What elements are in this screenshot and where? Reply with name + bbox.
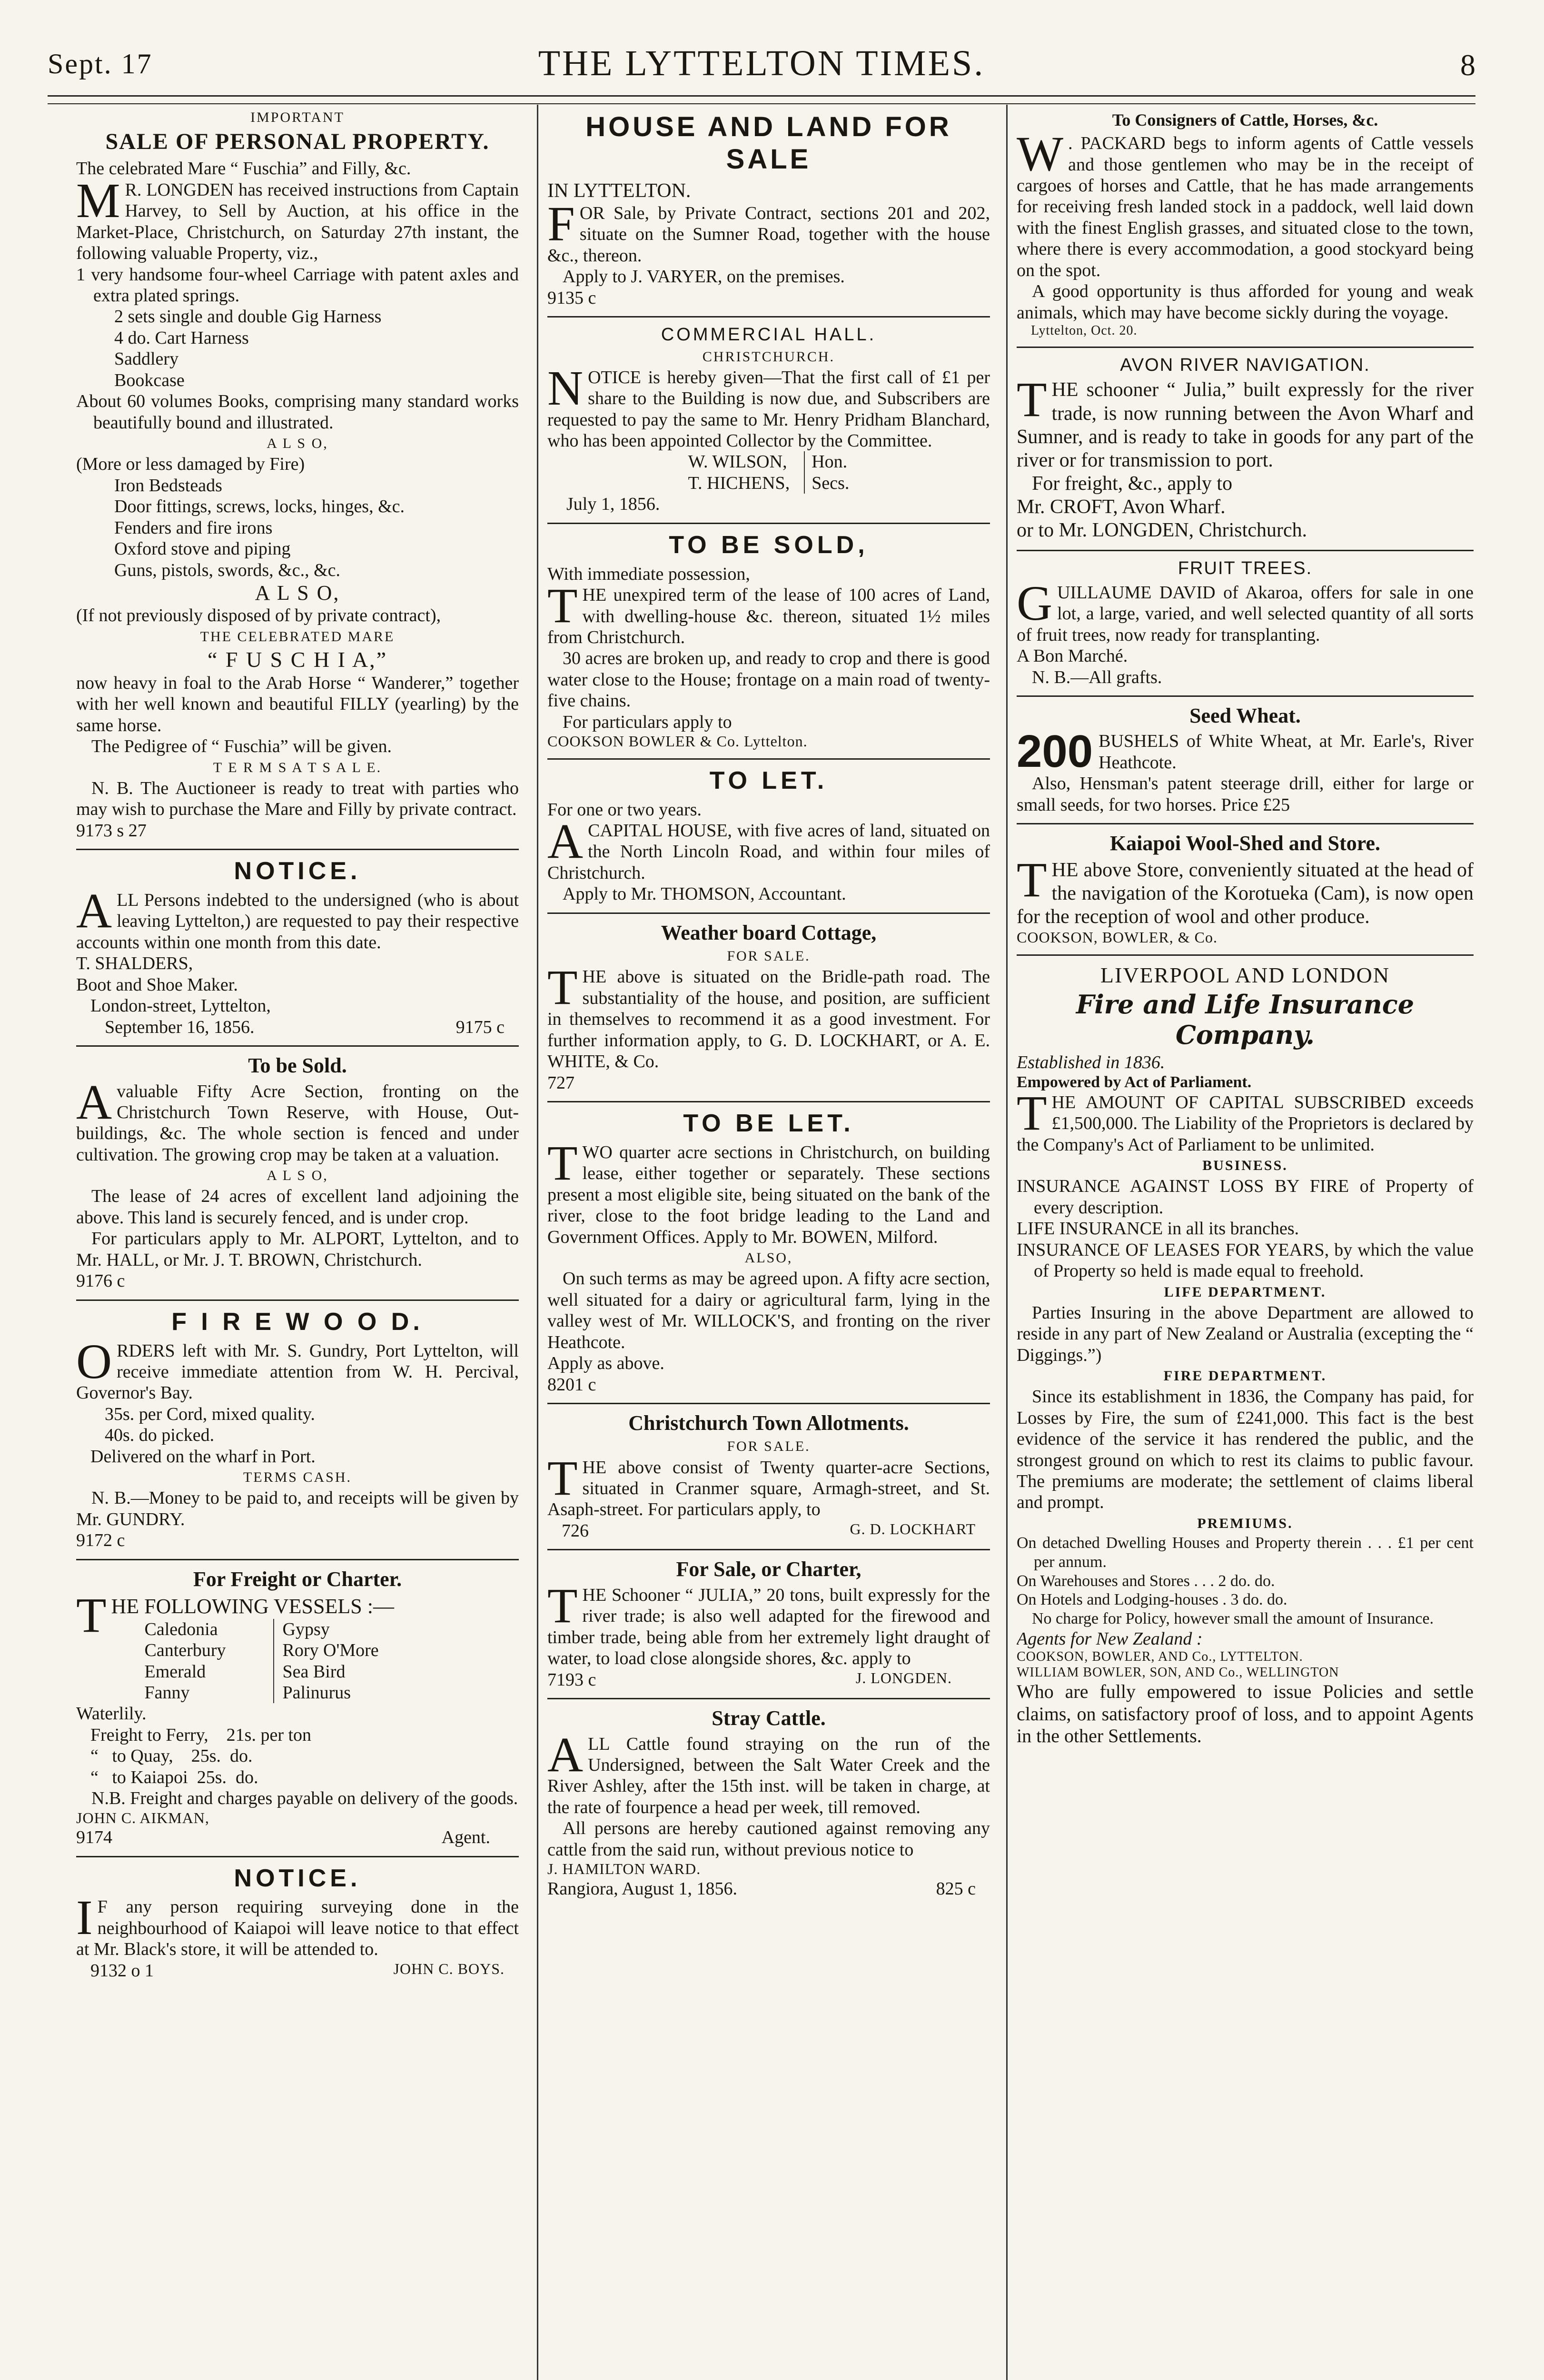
freight-rate: Freight to Ferry, 21s. per ton bbox=[90, 1725, 312, 1745]
drop-cap: T bbox=[547, 960, 578, 1015]
ad-agent: COOKSON, BOWLER, AND Co., LYTTELTON. bbox=[1017, 1649, 1303, 1665]
ad-title: HOUSE AND LAND FOR SALE bbox=[585, 111, 952, 175]
section-rule bbox=[547, 1101, 990, 1102]
ad-body: F any person requiring surveying done in the neighbourhood of Kaiapoi will leave notice to that effect at Mr. Black's store, it will be attended to. bbox=[76, 1897, 519, 1960]
section-rule bbox=[547, 316, 990, 317]
ad-body: Since its establishment in 1836, the Company has paid, for Losses by Fire, the sum of £241,000. This fact is the best evidence of the service it has rendered the public, and the strongest ground on which to rest its claims to public favour. The premiums are moderate; the settlement of claims liberal and prompt. bbox=[1017, 1387, 1474, 1513]
ad-signature: or to Mr. LONGDEN, Christchurch. bbox=[1017, 519, 1307, 542]
ad-body: LL Persons indebted to the undersigned (who is about leaving Lyttelton,) are requested to pay their respective accounts within one month from this date. bbox=[76, 890, 519, 952]
ad-to-be-sold bbox=[76, 1053, 519, 1292]
ad-freight-charter bbox=[76, 1567, 519, 1848]
ad-body: BUSHELS of White Wheat, at Mr. Earle's, River Heathcote. bbox=[1099, 731, 1474, 773]
drop-cap: M bbox=[76, 173, 120, 228]
ad-fruit-trees bbox=[1017, 558, 1474, 688]
ad-body: CAPITAL HOUSE, with five acres of land, situated on the North Lincoln Road, and within four miles of Christchurch. bbox=[547, 821, 990, 883]
ad-also: A L S O, bbox=[267, 1168, 328, 1184]
ad-body: HE FOLLOWING VESSELS :— bbox=[111, 1595, 394, 1618]
list-item: 4 do. Cart Harness bbox=[114, 327, 249, 348]
ad-body: The lease of 24 acres of excellent land adjoining the above. This land is securely fenced, and is under crop. bbox=[76, 1186, 519, 1228]
freight-rate: “ to Kaiapoi 25s. do. bbox=[90, 1767, 258, 1787]
ad-title: FRUIT TREES. bbox=[1178, 558, 1313, 579]
drop-cap: T bbox=[1017, 1085, 1047, 1140]
ad-body: The Pedigree of “ Fuschia” will be given. bbox=[91, 736, 392, 757]
ad-body: Who are fully empowered to issue Policies and settle claims, on satisfactory proof of loss, and to appoint Agents in the other Settlements. bbox=[1017, 1680, 1474, 1747]
ad-body: 30 acres are broken up, and ready to crop and there is good water close to the House; frontage on a main road of twenty-five chains. bbox=[547, 648, 990, 711]
ad-body: N. B.—All grafts. bbox=[1032, 667, 1162, 687]
column-divider bbox=[1006, 105, 1008, 2380]
ad-body: A good opportunity is thus afforded for young and weak animals, which may have become sickly during the voyage. bbox=[1017, 281, 1474, 323]
column-2 bbox=[547, 107, 990, 2380]
section-rule bbox=[76, 1559, 519, 1560]
section-rule bbox=[76, 1045, 519, 1047]
newspaper-title: THE LYTTELTON TIMES. bbox=[538, 43, 985, 83]
ad-section-head: FIRE DEPARTMENT. bbox=[1163, 1368, 1327, 1384]
drop-cap: N bbox=[547, 360, 584, 416]
masthead bbox=[48, 43, 1475, 100]
ad-signature-role: Hon. bbox=[812, 452, 848, 472]
list-item: Door fittings, screws, locks, hinges, &c. bbox=[114, 496, 405, 517]
ad-title: NOTICE. bbox=[234, 1864, 361, 1892]
column-3 bbox=[1017, 107, 1474, 2380]
premium-rate: On Hotels and Lodging-houses . 3 do. do. bbox=[1017, 1591, 1287, 1609]
ad-note: (More or less damaged by Fire) bbox=[76, 454, 305, 475]
ad-body: UILLAUME DAVID of Akaroa, offers for sale in one lot, a large, varied, and well selected quantity of all sorts of fruit trees, now ready for transplanting. bbox=[1017, 582, 1474, 645]
ad-kaiapoi-wool-shed bbox=[1017, 831, 1474, 946]
ad-title: TO LET. bbox=[709, 766, 828, 794]
ad-title: Kaiapoi Wool-Shed and Store. bbox=[1109, 832, 1381, 855]
list-item: Fenders and fire irons bbox=[114, 517, 273, 538]
ad-body: HE above Store, conveniently situated at the head of the navigation of the Korotueka (Cam), is now open for the reception of wool and other produce. bbox=[1017, 859, 1474, 928]
ad-notice-shalders bbox=[76, 857, 519, 1038]
section-rule bbox=[547, 1549, 990, 1550]
ad-body: now heavy in foal to the Arab Horse “ Wanderer,” together with her well known and beautiful FILLY (yearling) by the same horse. bbox=[76, 673, 519, 735]
ad-code: 9172 c bbox=[76, 1530, 125, 1551]
ad-date: July 1, 1856. bbox=[566, 494, 660, 515]
ad-body: LL Cattle found straying on the run of the Undersigned, between the Salt Water Creek and the River Ashley, after the 15th inst. will be taken in charge, at the rate of fourpence a head per week, till removed. bbox=[547, 1734, 990, 1817]
ad-kicker: IMPORTANT bbox=[250, 109, 345, 125]
ad-code: 825 c bbox=[936, 1878, 976, 1899]
ad-signature: JOHN C. BOYS. bbox=[393, 1960, 505, 1977]
drop-cap: F bbox=[547, 196, 575, 251]
vessel-name: Sea Bird bbox=[282, 1661, 346, 1682]
section-rule bbox=[547, 1403, 990, 1404]
ad-agent: WILLIAM BOWLER, SON, AND Co., WELLINGTON bbox=[1017, 1665, 1339, 1680]
section-rule bbox=[76, 1856, 519, 1857]
drop-cap: I bbox=[76, 1890, 93, 1945]
list-item: Oxford stove and piping bbox=[114, 539, 291, 559]
ad-title: SALE OF PERSONAL PROPERTY. bbox=[105, 129, 490, 155]
ad-also: A L S O, bbox=[255, 581, 340, 605]
ad-body: HE above is situated on the Bridle-path road. The substantiality of the house, and position, are sufficient in themselves to recommend it as a good investment. For further information apply, to G. D. LOCKHART, or A. E. WHITE, & Co. bbox=[547, 967, 990, 1072]
ad-body: N. B. The Auctioneer is ready to treat with parties who may wish to purchase the Mare and Filly by private contract. bbox=[76, 778, 519, 820]
ad-house-land bbox=[547, 111, 990, 308]
list-item: LIFE INSURANCE in all its branches. bbox=[1017, 1219, 1299, 1239]
ad-consigners-cattle bbox=[1017, 110, 1474, 339]
ad-code: 727 bbox=[547, 1072, 574, 1093]
ad-body: Parties Insuring in the above Department are allowed to reside in any part of New Zealand or Australia (excepting the “ Diggings.”) bbox=[1017, 1302, 1474, 1365]
drop-cap: A bbox=[76, 883, 112, 938]
drop-cap: T bbox=[547, 1578, 578, 1633]
list-item: Bookcase bbox=[114, 370, 185, 390]
ad-sale-personal-property bbox=[76, 109, 519, 841]
ad-section-head: Agents for New Zealand : bbox=[1017, 1628, 1203, 1649]
ad-signature: COOKSON BOWLER & Co. Lyttelton. bbox=[547, 733, 808, 750]
ad-note: (If not previously disposed of by private contract), bbox=[76, 605, 441, 626]
ad-body: valuable Fifty Acre Section, fronting on the Christchurch Town Reserve, with House, Out-buildings, &c. The whole section is fenced and under cultivation. The growing crop may be taken at a valuation. bbox=[76, 1081, 519, 1165]
ad-subtitle: With immediate possession, bbox=[547, 564, 750, 584]
ad-subtitle: For one or two years. bbox=[547, 799, 702, 820]
vessel-name: Emerald bbox=[144, 1661, 206, 1682]
drop-cap: A bbox=[76, 1074, 112, 1130]
ad-body: Apply to J. VARYER, on the premises. bbox=[563, 267, 845, 287]
ad-commercial-hall bbox=[547, 324, 990, 515]
drop-cap: T bbox=[547, 1135, 578, 1190]
ad-weatherboard-cottage bbox=[547, 921, 990, 1093]
drop-cap: T bbox=[547, 578, 578, 634]
section-rule bbox=[547, 523, 990, 524]
ad-body: HE schooner “ Julia,” built expressly for the river trade, is now running between the Avon Wharf and Sumner, and is ready to take in goods for any part of the river or for transmission to port. bbox=[1017, 379, 1474, 471]
ad-code: 9175 c bbox=[455, 1017, 505, 1037]
drop-cap: A bbox=[547, 1727, 584, 1782]
ad-code: 9132 o 1 bbox=[90, 1960, 154, 1981]
ad-avon-river bbox=[1017, 355, 1474, 542]
ad-code: 8201 c bbox=[547, 1374, 596, 1395]
ad-title: Weather board Cottage, bbox=[661, 921, 877, 944]
ad-title: LIVERPOOL AND LONDON bbox=[1100, 962, 1390, 987]
vessel-name: Fanny bbox=[144, 1682, 190, 1703]
ad-section-head: BUSINESS. bbox=[1202, 1158, 1288, 1174]
ad-place: London-street, Lyttelton, bbox=[90, 996, 271, 1016]
ad-terms: TERMS CASH. bbox=[243, 1469, 352, 1486]
ad-subtitle: FOR SALE. bbox=[727, 1438, 811, 1455]
ad-body: Apply as above. bbox=[547, 1353, 664, 1374]
ad-date: September 16, 1856. bbox=[105, 1017, 255, 1037]
vessel-name: Gypsy bbox=[282, 1619, 330, 1639]
ad-body: Also, Hensman's patent steerage drill, either for large or small seeds, for two horses. Price £25 bbox=[1017, 774, 1474, 815]
ad-section-head: LIFE DEPARTMENT. bbox=[1164, 1284, 1326, 1300]
horse-name: “ F U S C H I A,” bbox=[207, 647, 388, 672]
ad-signature: T. SHALDERS, bbox=[76, 953, 193, 974]
ad-code: 9173 s 27 bbox=[76, 820, 147, 841]
ad-terms: T E R M S A T S A L E. bbox=[213, 759, 382, 775]
column-1 bbox=[76, 107, 519, 2380]
ad-title: NOTICE. bbox=[234, 857, 361, 885]
ad-title: Christchurch Town Allotments. bbox=[628, 1411, 909, 1435]
ad-stray-cattle bbox=[547, 1706, 990, 1899]
drop-cap: T bbox=[1017, 852, 1047, 907]
ad-subtitle: Empowered by Act of Parliament. bbox=[1017, 1073, 1252, 1091]
ad-subtitle: FOR SALE. bbox=[727, 948, 811, 964]
ad-body: HE Schooner “ JULIA,” 20 tons, built expressly for the river trade; is also well adapted for the firewood and timber trade, being able from her extremely light draught of water, to load close alongside shores, &c. apply to bbox=[547, 1585, 990, 1669]
ad-signature: A Bon Marché. bbox=[1017, 646, 1128, 666]
ad-date: Rangiora, August 1, 1856. bbox=[547, 1878, 737, 1899]
ad-seed-wheat bbox=[1017, 704, 1474, 815]
vessel-name: Caledonia bbox=[144, 1619, 218, 1639]
ad-signature: Mr. CROFT, Avon Wharf. bbox=[1017, 496, 1226, 518]
ad-title: Stray Cattle. bbox=[712, 1706, 826, 1730]
ad-title: Fire and Life Insurance Company. bbox=[1076, 989, 1415, 1050]
ad-signature: COOKSON, BOWLER, & Co. bbox=[1017, 929, 1218, 946]
section-rule bbox=[1017, 823, 1474, 824]
ad-body: . PACKARD begs to inform agents of Cattle vessels and those gentlemen who may be in the receipt of cargoes of horses and Cattle, that he has made arrangements for receiving fresh landed stock in a paddock, well laid down with the finest English grasses, and situated close to the town, where there is every accommodation, a good stockyard being on the spot. bbox=[1017, 133, 1474, 280]
ad-signature: JOHN C. AIKMAN, bbox=[76, 1809, 209, 1826]
ad-title: TO BE SOLD, bbox=[669, 531, 869, 559]
ad-title: TO BE LET. bbox=[683, 1110, 854, 1138]
ad-code: 9176 c bbox=[76, 1271, 125, 1291]
list-item: Iron Bedsteads bbox=[114, 475, 222, 496]
ad-body: Apply to Mr. THOMSON, Accountant. bbox=[563, 884, 846, 904]
vessel-name: Palinurus bbox=[282, 1682, 351, 1703]
ad-body: WO quarter acre sections in Christchurch, on building lease, either together or separately. These sections present a most eligible site, being situated on the bank of the river, close to the foot bridge leading to the Land and Government Offices. Apply to Mr. BOWEN, Milford. bbox=[547, 1142, 990, 1247]
ad-subtitle: IN LYTTELTON. bbox=[547, 179, 691, 202]
ad-title: Seed Wheat. bbox=[1189, 704, 1301, 727]
ad-liverpool-london-insurance bbox=[1017, 962, 1474, 1748]
ad-to-be-sold-lease bbox=[547, 531, 990, 751]
ad-price: 35s. per Cord, mixed quality. bbox=[105, 1404, 315, 1424]
premium-rate: On detached Dwelling Houses and Property therein . . . £1 per cent per annum. bbox=[1017, 1534, 1474, 1571]
drop-number: 200 bbox=[1017, 726, 1093, 777]
ad-signature: W. WILSON, bbox=[688, 452, 787, 472]
ad-subtitle: The celebrated Mare “ Fuschia” and Filly, &c. bbox=[76, 159, 411, 179]
vessel-name: Canterbury bbox=[144, 1640, 226, 1661]
ad-title: To be Sold. bbox=[248, 1054, 347, 1078]
masthead-rule bbox=[48, 95, 1475, 104]
section-rule bbox=[547, 758, 990, 760]
vessel-name: Rory O'More bbox=[282, 1640, 379, 1661]
ad-signature: T. HICHENS, bbox=[688, 473, 790, 493]
issue-date: Sept. 17 bbox=[48, 48, 153, 79]
ad-body: N. B.—Money to be paid to, and receipts will be given by Mr. GUNDRY. bbox=[76, 1488, 519, 1529]
drop-cap: O bbox=[76, 1334, 112, 1389]
ad-body: All persons are hereby cautioned against removing any cattle from the said run, without previous notice to bbox=[547, 1818, 990, 1860]
list-item: About 60 volumes Books, comprising many standard works beautifully bound and illustrated. bbox=[76, 391, 519, 433]
ad-code: 9174 bbox=[76, 1827, 112, 1848]
ad-body: HE above consist of Twenty quarter-acre Sections, situated in Cranmer square, Armagh-street, and St. Asaph-street. For particulars apply, to bbox=[547, 1457, 990, 1520]
drop-cap: G bbox=[1017, 575, 1053, 631]
ad-code: 7193 c bbox=[547, 1669, 596, 1690]
section-rule bbox=[1017, 954, 1474, 956]
ad-signature: J. HAMILTON WARD. bbox=[547, 1860, 701, 1878]
premium-rate: On Warehouses and Stores . . . 2 do. do. bbox=[1017, 1572, 1275, 1590]
ad-code: 9135 c bbox=[547, 288, 596, 308]
ad-body: RDERS left with Mr. S. Gundry, Port Lyttelton, will receive immediate attention from W. H. Percival, Governor's Bay. bbox=[76, 1340, 519, 1403]
ad-body: OTICE is hereby given—That the first call of £1 per share to the Building is now due, and Subscribers are requested to pay the same to Mr. Henry Pridham Blanchard, who has been appointed Collector by the Committee. bbox=[547, 367, 990, 451]
section-rule bbox=[76, 1299, 519, 1301]
ad-body: OR Sale, by Private Contract, sections 201 and 202, situate on the Sumner Road, together with the house &c., thereon. bbox=[547, 203, 990, 266]
ad-signature: J. LONGDEN. bbox=[855, 1669, 952, 1686]
ad-body: No charge for Policy, however small the amount of Insurance. bbox=[1032, 1610, 1434, 1628]
page-number: 8 bbox=[1460, 48, 1475, 82]
ad-section-head: PREMIUMS. bbox=[1197, 1515, 1293, 1531]
ad-body: For particulars apply to bbox=[563, 712, 732, 732]
ad-title: F I R E W O O D. bbox=[171, 1308, 424, 1336]
list-item: Guns, pistols, swords, &c., &c. bbox=[114, 560, 340, 580]
ad-also: ALSO, bbox=[744, 1250, 793, 1266]
ad-notice-boys bbox=[76, 1864, 519, 1982]
ad-kicker: THE CELEBRATED MARE bbox=[200, 628, 395, 645]
ad-sale-charter-julia bbox=[547, 1557, 990, 1690]
ad-firewood bbox=[76, 1308, 519, 1551]
ad-signature: G. D. LOCKHART bbox=[850, 1520, 976, 1537]
ad-body: R. LONGDEN has received instructions from Captain Harvey, to Sell by Auction, at his office in the Market-Place, Christchurch, on Saturday 27th instant, the following valuable Property, viz., bbox=[76, 179, 519, 264]
list-item: 2 sets single and double Gig Harness bbox=[114, 307, 382, 327]
section-rule bbox=[1017, 550, 1474, 551]
ad-title: AVON RIVER NAVIGATION. bbox=[1120, 355, 1370, 375]
ad-price: 40s. do picked. bbox=[105, 1425, 215, 1446]
ad-title: To Consigners of Cattle, Horses, &c. bbox=[1112, 110, 1378, 129]
list-item: INSURANCE AGAINST LOSS BY FIRE of Property of every description. bbox=[1017, 1176, 1474, 1218]
column-divider bbox=[537, 105, 538, 2380]
ad-signature: Boot and Shoe Maker. bbox=[76, 974, 238, 995]
list-item: Saddlery bbox=[114, 349, 179, 369]
drop-cap: A bbox=[547, 814, 584, 869]
ad-subtitle: Established in 1836. bbox=[1017, 1052, 1165, 1072]
drop-cap: W bbox=[1017, 127, 1064, 182]
drop-cap: T bbox=[76, 1588, 107, 1643]
ad-title: For Freight or Charter. bbox=[193, 1567, 402, 1591]
freight-rate: “ to Quay, 25s. do. bbox=[90, 1746, 253, 1766]
ad-body: On such terms as may be agreed upon. A fifty acre section, well situated for a dairy or agricultural farm, lying in the valley west of Mr. WILLOCK'S, and fronting on the river Heathcote. bbox=[547, 1269, 990, 1352]
list-item: 1 very handsome four-wheel Carriage with patent axles and extra plated springs. bbox=[76, 264, 519, 306]
ad-body: For freight, &c., apply to bbox=[1032, 472, 1233, 495]
ad-signature: Agent. bbox=[441, 1827, 490, 1848]
ad-to-be-let-sections bbox=[547, 1109, 990, 1395]
ad-place: Lyttelton, Oct. 20. bbox=[1031, 323, 1138, 338]
section-rule bbox=[547, 1698, 990, 1699]
ad-body: N.B. Freight and charges payable on delivery of the goods. bbox=[91, 1788, 518, 1809]
ad-place: CHRISTCHURCH. bbox=[702, 348, 835, 365]
ad-body: HE unexpired term of the lease of 100 acres of Land, with dwelling-house &c. thereon, situated 1½ miles from Christchurch. bbox=[547, 585, 990, 648]
section-rule bbox=[76, 849, 519, 850]
list-item: INSURANCE OF LEASES FOR YEARS, by which the value of Property so held is made equal to freehold. bbox=[1017, 1240, 1474, 1281]
ad-title: For Sale, or Charter, bbox=[676, 1557, 861, 1581]
section-rule bbox=[1017, 695, 1474, 697]
ad-to-let-house bbox=[547, 766, 990, 905]
ad-body: Delivered on the wharf in Port. bbox=[90, 1446, 316, 1467]
ad-also: A L S O, bbox=[267, 436, 328, 452]
ad-code: 726 bbox=[562, 1520, 589, 1541]
section-rule bbox=[547, 912, 990, 914]
ad-body: HE AMOUNT OF CAPITAL SUBSCRIBED exceeds £1,500,000. The Liability of the Proprietors is declared by the Company's Act of Parliament to be unlimited. bbox=[1017, 1092, 1474, 1155]
ad-title: COMMERCIAL HALL. bbox=[661, 325, 877, 345]
vessel-name: Waterlily. bbox=[76, 1704, 147, 1724]
drop-cap: T bbox=[1017, 372, 1047, 427]
drop-cap: T bbox=[547, 1450, 578, 1506]
ad-body: For particulars apply to Mr. ALPORT, Lyttelton, and to Mr. HALL, or Mr. J. T. BROWN, Christchurch. bbox=[76, 1229, 519, 1270]
section-rule bbox=[1017, 347, 1474, 348]
ad-town-allotments bbox=[547, 1411, 990, 1541]
ad-signature-role: Secs. bbox=[812, 473, 850, 493]
